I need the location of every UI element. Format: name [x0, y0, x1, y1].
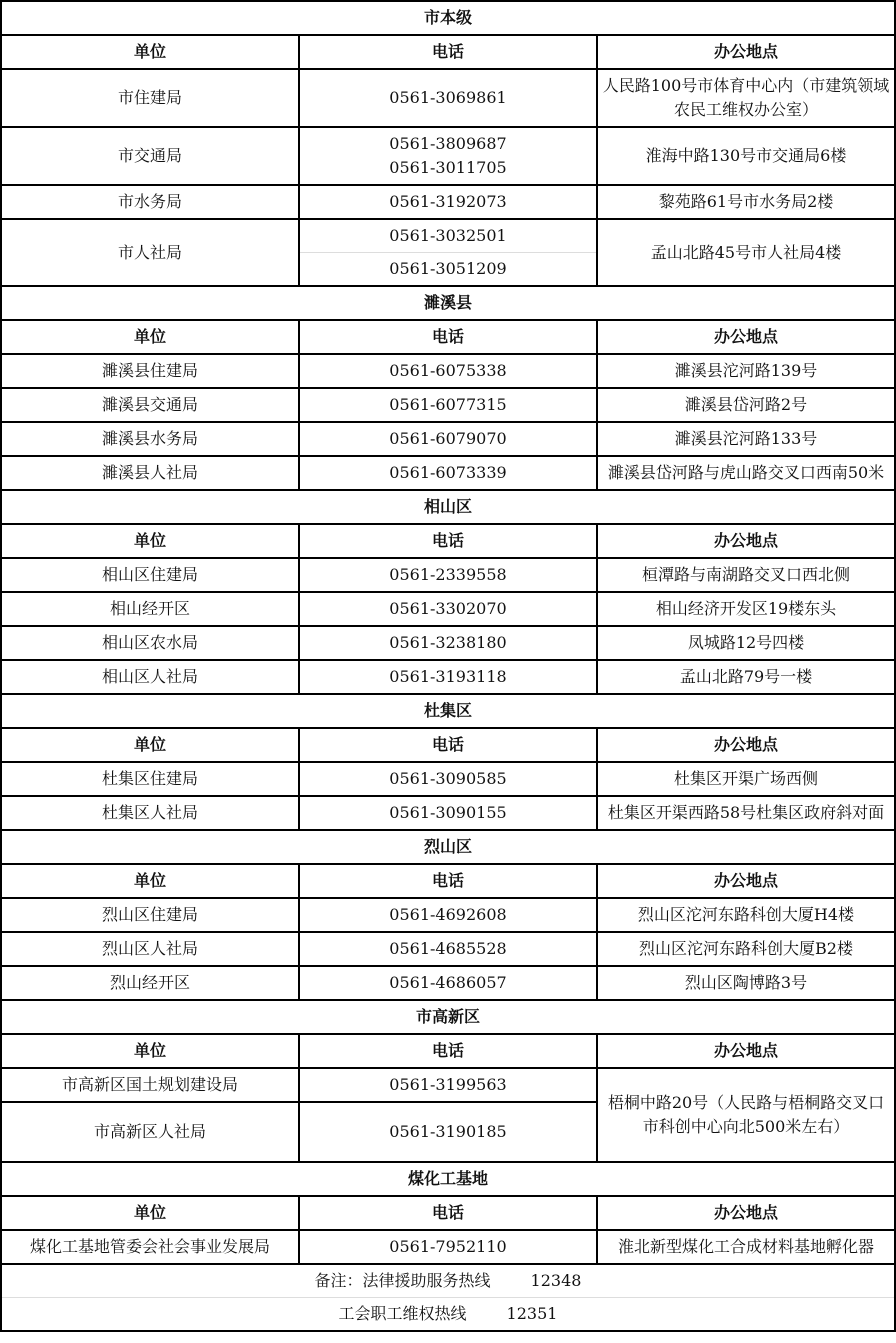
phone-cell	[299, 219, 597, 286]
section-title-row	[1, 830, 895, 864]
table-row	[1, 966, 895, 1000]
phone-number: 0561-3051209	[300, 252, 596, 285]
table-row	[1, 592, 895, 626]
section-title: 濉溪县	[1, 286, 895, 320]
table-row	[1, 932, 895, 966]
unit-cell: 杜集区住建局	[1, 762, 299, 796]
phone-number: 0561-6077315	[389, 395, 507, 414]
note-number: 12348	[530, 1271, 582, 1290]
column-header-phone: 电话	[299, 728, 597, 762]
address-cell: 桓潭路与南湖路交叉口西北侧	[597, 558, 895, 592]
column-header-phone: 电话	[299, 35, 597, 69]
column-header-row	[1, 524, 895, 558]
phone-number: 0561-3090155	[389, 803, 507, 822]
unit-cell: 市高新区国土规划建设局	[1, 1068, 299, 1102]
unit-cell: 相山经开区	[1, 592, 299, 626]
section-title: 市本级	[1, 1, 895, 35]
phone-cell	[299, 558, 597, 592]
table-row	[1, 1230, 895, 1264]
table-row	[1, 762, 895, 796]
unit-cell: 市高新区人社局	[1, 1102, 299, 1162]
address-cell: 烈山区沱河东路科创大厦B2楼	[597, 932, 895, 966]
phone-number: 0561-6079070	[389, 429, 507, 448]
note-cell	[1, 1298, 895, 1332]
column-header-address: 办公地点	[597, 1034, 895, 1068]
phone-number: 0561-3069861	[389, 88, 507, 107]
address-cell: 濉溪县沱河路139号	[597, 354, 895, 388]
column-header-row	[1, 864, 895, 898]
note-number: 12351	[506, 1304, 558, 1323]
phone-cell	[299, 185, 597, 219]
column-header-unit: 单位	[1, 864, 299, 898]
phone-cell	[299, 388, 597, 422]
unit-cell: 濉溪县水务局	[1, 422, 299, 456]
column-header-phone: 电话	[299, 524, 597, 558]
column-header-unit: 单位	[1, 1196, 299, 1230]
table-row	[1, 422, 895, 456]
phone-cell	[299, 932, 597, 966]
phone-cell	[299, 127, 597, 185]
table-row	[1, 456, 895, 490]
unit-cell: 濉溪县住建局	[1, 354, 299, 388]
phone-number: 0561-3199563	[389, 1075, 507, 1094]
section-title-row	[1, 286, 895, 320]
column-header-row	[1, 728, 895, 762]
address-cell: 烈山区沱河东路科创大厦H4楼	[597, 898, 895, 932]
column-header-phone: 电话	[299, 1196, 597, 1230]
phone-number: 0561-3090585	[389, 769, 507, 788]
address-cell: 相山经济开发区19楼东头	[597, 592, 895, 626]
phone-number: 0561-3238180	[389, 633, 507, 652]
phone-cell	[299, 762, 597, 796]
table-row	[1, 796, 895, 830]
phone-cell	[299, 626, 597, 660]
phone-cell	[299, 456, 597, 490]
phone-number: 0561-2339558	[389, 565, 507, 584]
address-cell: 淮海中路130号市交通局6楼	[597, 127, 895, 185]
column-header-row	[1, 320, 895, 354]
phone-number: 0561-3192073	[389, 192, 507, 211]
column-header-phone: 电话	[299, 320, 597, 354]
phone-cell	[299, 898, 597, 932]
column-header-unit: 单位	[1, 728, 299, 762]
unit-cell: 市水务局	[1, 185, 299, 219]
phone-number: 0561-3302070	[389, 599, 507, 618]
phone-number: 0561-3011705	[389, 158, 507, 177]
address-cell: 烈山区陶博路3号	[597, 966, 895, 1000]
phone-number: 0561-4686057	[389, 973, 507, 992]
unit-cell: 市交通局	[1, 127, 299, 185]
unit-cell: 市人社局	[1, 219, 299, 286]
column-header-unit: 单位	[1, 1034, 299, 1068]
section-title-row	[1, 1162, 895, 1196]
column-header-phone: 电话	[299, 864, 597, 898]
phone-number: 0561-6073339	[389, 463, 507, 482]
section-title: 相山区	[1, 490, 895, 524]
table-row	[1, 388, 895, 422]
section-title-row	[1, 694, 895, 728]
unit-cell: 相山区人社局	[1, 660, 299, 694]
address-cell: 杜集区开渠广场西侧	[597, 762, 895, 796]
note-cell	[1, 1264, 895, 1298]
section-title-row	[1, 490, 895, 524]
column-header-row	[1, 1196, 895, 1230]
phone-cell	[299, 796, 597, 830]
phone-number: 0561-6075338	[389, 361, 507, 380]
address-cell: 濉溪县岱河路与虎山路交叉口西南50米	[597, 456, 895, 490]
phone-cell	[299, 1102, 597, 1162]
phone-number: 0561-3190185	[389, 1122, 507, 1141]
section-title: 杜集区	[1, 694, 895, 728]
phone-number: 0561-3032501	[389, 226, 507, 245]
section-title: 煤化工基地	[1, 1162, 895, 1196]
phone-cell	[299, 660, 597, 694]
column-header-unit: 单位	[1, 524, 299, 558]
phone-cell	[299, 966, 597, 1000]
unit-cell: 烈山区人社局	[1, 932, 299, 966]
address-cell: 孟山北路45号市人社局4楼	[597, 219, 895, 286]
note-label: 备注：法律援助服务热线	[314, 1271, 491, 1290]
phone-cell	[299, 69, 597, 127]
note-row	[1, 1264, 895, 1298]
section-title: 市高新区	[1, 1000, 895, 1034]
phone-cell	[299, 592, 597, 626]
phone-cell	[299, 1230, 597, 1264]
column-header-address: 办公地点	[597, 864, 895, 898]
phone-cell	[299, 354, 597, 388]
table-row	[1, 898, 895, 932]
column-header-address: 办公地点	[597, 320, 895, 354]
phone-cell	[299, 1068, 597, 1102]
unit-cell: 杜集区人社局	[1, 796, 299, 830]
unit-cell: 相山区农水局	[1, 626, 299, 660]
unit-cell: 烈山经开区	[1, 966, 299, 1000]
address-cell: 梧桐中路20号（人民路与梧桐路交叉口市科创中心向北500米左右）	[597, 1068, 895, 1162]
address-cell: 濉溪县沱河路133号	[597, 422, 895, 456]
table-row	[1, 558, 895, 592]
address-cell: 淮北新型煤化工合成材料基地孵化器	[597, 1230, 895, 1264]
table-row	[1, 127, 895, 185]
note-label: 工会职工维权热线	[338, 1304, 467, 1323]
unit-cell: 煤化工基地管委会社会事业发展局	[1, 1230, 299, 1264]
column-header-address: 办公地点	[597, 35, 895, 69]
column-header-row	[1, 35, 895, 69]
section-title-row	[1, 1000, 895, 1034]
table-row	[1, 185, 895, 219]
unit-cell: 烈山区住建局	[1, 898, 299, 932]
column-header-unit: 单位	[1, 320, 299, 354]
phone-number: 0561-3193118	[389, 667, 507, 686]
column-header-address: 办公地点	[597, 524, 895, 558]
unit-cell: 市住建局	[1, 69, 299, 127]
phone-number: 0561-4692608	[389, 905, 507, 924]
column-header-address: 办公地点	[597, 728, 895, 762]
section-title-row	[1, 1, 895, 35]
table-row	[1, 354, 895, 388]
section-title: 烈山区	[1, 830, 895, 864]
phone-number: 0561-3809687	[389, 134, 507, 153]
unit-cell: 相山区住建局	[1, 558, 299, 592]
note-row	[1, 1298, 895, 1332]
address-cell: 凤城路12号四楼	[597, 626, 895, 660]
address-cell: 人民路100号市体育中心内（市建筑领域农民工维权办公室）	[597, 69, 895, 127]
phone-number: 0561-4685528	[389, 939, 507, 958]
phone-cell	[299, 422, 597, 456]
address-cell: 濉溪县岱河路2号	[597, 388, 895, 422]
table-row	[1, 660, 895, 694]
address-cell: 杜集区开渠西路58号杜集区政府斜对面	[597, 796, 895, 830]
unit-cell: 濉溪县人社局	[1, 456, 299, 490]
column-header-row	[1, 1034, 895, 1068]
address-cell: 黎苑路61号市水务局2楼	[597, 185, 895, 219]
column-header-unit: 单位	[1, 35, 299, 69]
table-row	[1, 69, 895, 127]
table-row	[1, 219, 895, 286]
table-row	[1, 1068, 895, 1102]
phone-number: 0561-7952110	[389, 1237, 507, 1256]
unit-cell: 濉溪县交通局	[1, 388, 299, 422]
table-row	[1, 626, 895, 660]
address-cell: 孟山北路79号一楼	[597, 660, 895, 694]
column-header-phone: 电话	[299, 1034, 597, 1068]
column-header-address: 办公地点	[597, 1196, 895, 1230]
